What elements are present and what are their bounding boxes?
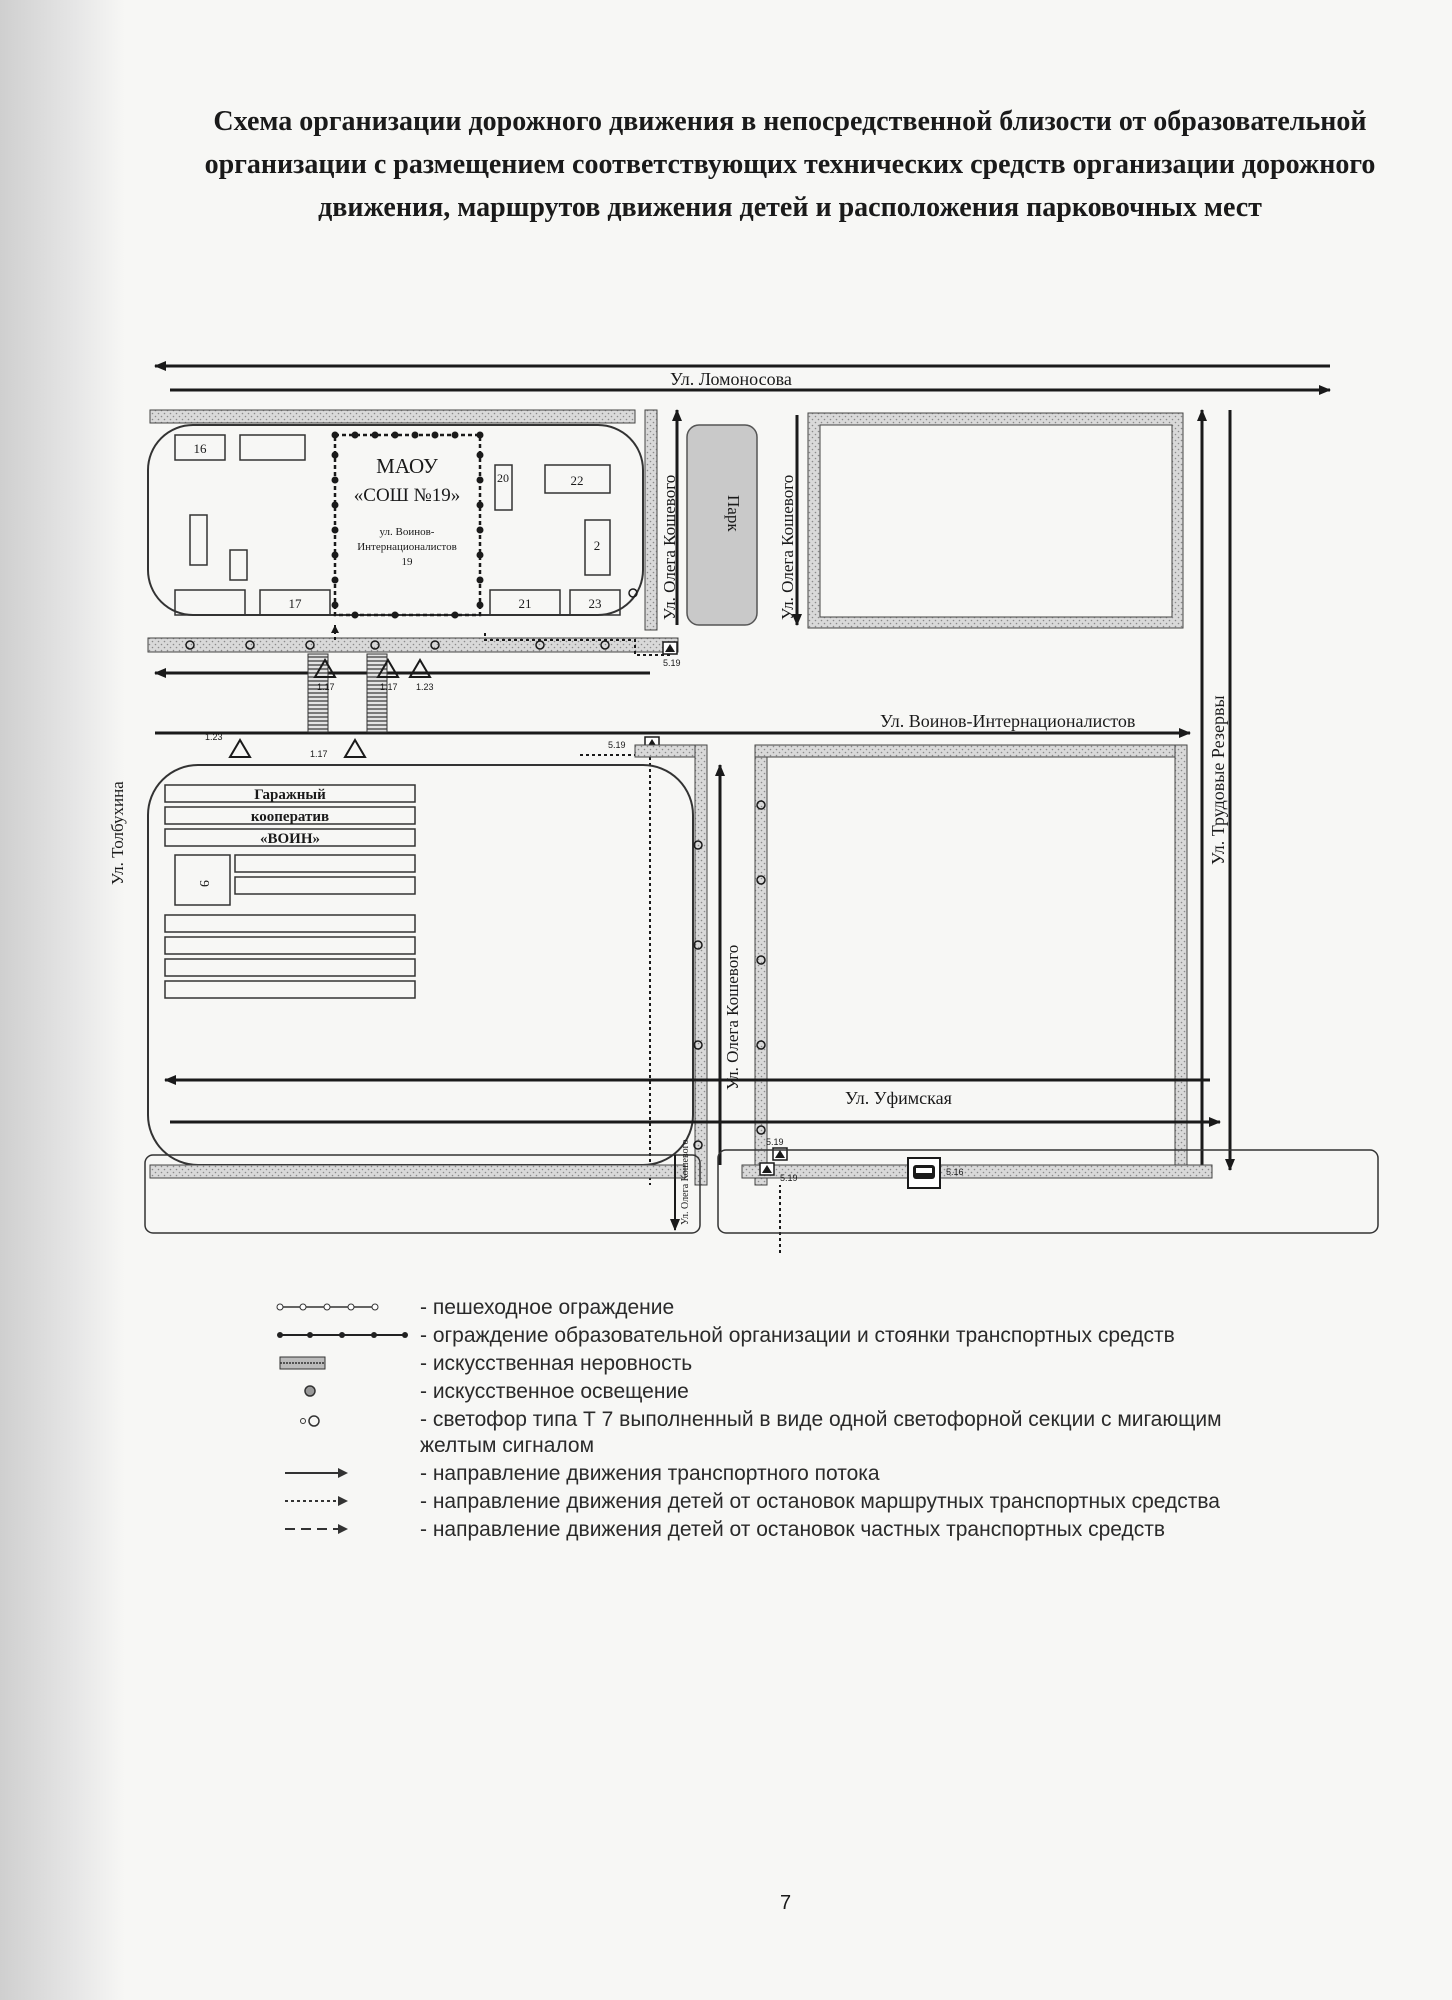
building-22-label: 22 bbox=[570, 473, 584, 488]
street-label-lomonosova: Ул. Ломоносова bbox=[670, 369, 792, 389]
building-unlabeled-b bbox=[190, 515, 207, 565]
legend-row-children-public bbox=[270, 1489, 1410, 1517]
legend-row-traffic-light bbox=[270, 1407, 1410, 1461]
street-label-koshevogo-2: Ул. Олега Кошевого bbox=[778, 474, 797, 620]
block-south-east bbox=[718, 1150, 1378, 1233]
page-title: Схема организации дорожного движения в непосредственной близости от образовательной организации с размещением соответствующих технических средств организации дорожного движения, маршрутов движения детей и расположения парковочных мест bbox=[204, 106, 1376, 223]
street-label-ufimskaya: Ул. Уфимская bbox=[845, 1088, 952, 1108]
building-unlabeled-a bbox=[240, 435, 305, 460]
legend-text: - направление движения транспортного потока bbox=[420, 1462, 880, 1485]
building-unlabeled-c bbox=[230, 550, 247, 580]
traffic-scheme-map-south bbox=[130, 1075, 1390, 1255]
sidewalk-lomonosova-west bbox=[150, 410, 635, 423]
svg-text:5.19: 5.19 bbox=[608, 740, 626, 750]
svg-text:5.19: 5.19 bbox=[780, 1173, 798, 1183]
sidewalk-voinov-south bbox=[635, 745, 695, 757]
traffic-light-t7-icon bbox=[270, 1407, 420, 1435]
legend-row-school-fence bbox=[270, 1323, 1410, 1351]
block-south-west bbox=[145, 1155, 700, 1233]
school-address-line3: 19 bbox=[401, 556, 413, 568]
building-17-label: 17 bbox=[288, 596, 302, 611]
svg-text:5.19: 5.19 bbox=[766, 1137, 784, 1147]
speed-bump-icon bbox=[270, 1351, 420, 1379]
svg-text:1.17: 1.17 bbox=[380, 682, 398, 692]
tolbukhina-svg bbox=[95, 770, 135, 890]
legend-row-street-light bbox=[270, 1379, 1410, 1407]
building-20-label: 20 bbox=[497, 471, 509, 485]
sign-123a bbox=[410, 660, 434, 692]
legend-text: - направление движения детей от остановок частных транспортных средств bbox=[420, 1518, 1166, 1541]
route-arrowhead bbox=[331, 625, 339, 633]
legend-row-children-private bbox=[270, 1517, 1410, 1545]
speed-bump-crossing-1 bbox=[308, 654, 328, 732]
legend-text: - искусственное освещение bbox=[420, 1380, 689, 1403]
traffic-flow-arrow-icon bbox=[270, 1461, 420, 1489]
building-16-label: 16 bbox=[193, 441, 207, 456]
traffic-scheme-svg-south bbox=[130, 1075, 1390, 1255]
legend-row-speed-bump bbox=[270, 1351, 1410, 1379]
bus-stop-sign bbox=[908, 1158, 964, 1188]
tolbukhina-street bbox=[95, 770, 135, 890]
park-label: Парк bbox=[724, 495, 743, 532]
garage-label-line3: «ВОИН» bbox=[259, 831, 321, 847]
park-area bbox=[687, 425, 757, 625]
sign-519d bbox=[766, 1137, 787, 1160]
scan-binding-shadow bbox=[0, 0, 125, 2000]
children-route-public-arrow-icon bbox=[270, 1489, 420, 1517]
sidewalk-voinov-se bbox=[755, 745, 1185, 757]
school-address-line1: ул. Воинов- bbox=[379, 526, 435, 538]
street-label-tolbukhina: Ул. Толбухина bbox=[108, 781, 127, 885]
svg-text:5.16: 5.16 bbox=[946, 1167, 964, 1177]
street-label-koshevogo-3: Ул. Олега Кошевого bbox=[723, 944, 742, 1090]
sign-117c bbox=[310, 740, 365, 759]
page-number: 7 bbox=[780, 1892, 792, 1914]
svg-text:1.23: 1.23 bbox=[416, 682, 434, 692]
legend-row-pedestrian-fence bbox=[270, 1295, 1410, 1323]
building-21-label: 21 bbox=[518, 596, 532, 611]
children-route-private-arrow-icon bbox=[270, 1517, 420, 1545]
legend-text: - искусственная неровность bbox=[420, 1352, 693, 1375]
building-23-label: 23 bbox=[588, 596, 602, 611]
legend-text: - ограждение образовательной организации и стоянки транспортных средств bbox=[420, 1324, 1175, 1347]
building-unlabeled-d bbox=[175, 590, 245, 615]
legend-row-traffic-flow bbox=[270, 1461, 1410, 1489]
school-address-line2: Интернационалистов bbox=[357, 541, 457, 553]
svg-text:1.17: 1.17 bbox=[310, 749, 328, 759]
street-label-voinov: Ул. Воинов-Интернационалистов bbox=[880, 711, 1136, 731]
building-9-label: 9 bbox=[196, 880, 211, 887]
building-2-label: 2 bbox=[593, 538, 601, 553]
block-ne bbox=[820, 425, 1172, 617]
svg-text:1.23: 1.23 bbox=[205, 732, 223, 742]
garage-cooperative bbox=[165, 785, 415, 998]
legend bbox=[270, 1295, 1410, 1545]
legend-text: - пешеходное ограждение bbox=[420, 1296, 675, 1319]
svg-text:1.17: 1.17 bbox=[317, 682, 335, 692]
svg-text:5.19: 5.19 bbox=[663, 658, 681, 668]
legend-text: - светофор типа Т 7 выполненный в виде одной светофорной секции с мигающим желтым сигналом bbox=[420, 1408, 1222, 1457]
street-label-trudovye: Ул. Трудовые Резервы bbox=[1208, 695, 1228, 865]
garage-label-line1: Гаражный bbox=[254, 787, 326, 803]
school-building bbox=[354, 454, 460, 568]
street-label-koshevogo-1: Ул. Олега Кошевого bbox=[660, 474, 679, 620]
street-light-icon bbox=[270, 1379, 420, 1407]
sidewalk-koshevogo-west bbox=[645, 410, 657, 630]
garage-label-line2: кооператив bbox=[250, 809, 330, 825]
street-label-koshevogo-small: Ул. Олега Кошевого bbox=[680, 1139, 691, 1225]
legend-text: - направление движения детей от остановок маршрутных транспортных средства bbox=[420, 1490, 1220, 1513]
pedestrian-fence-icon bbox=[270, 1295, 420, 1323]
sign-123b bbox=[205, 732, 250, 757]
school-name-line2: «СОШ №19» bbox=[353, 485, 461, 506]
school-fence-icon bbox=[270, 1323, 420, 1351]
school-name-line1: МАОУ bbox=[376, 454, 438, 478]
